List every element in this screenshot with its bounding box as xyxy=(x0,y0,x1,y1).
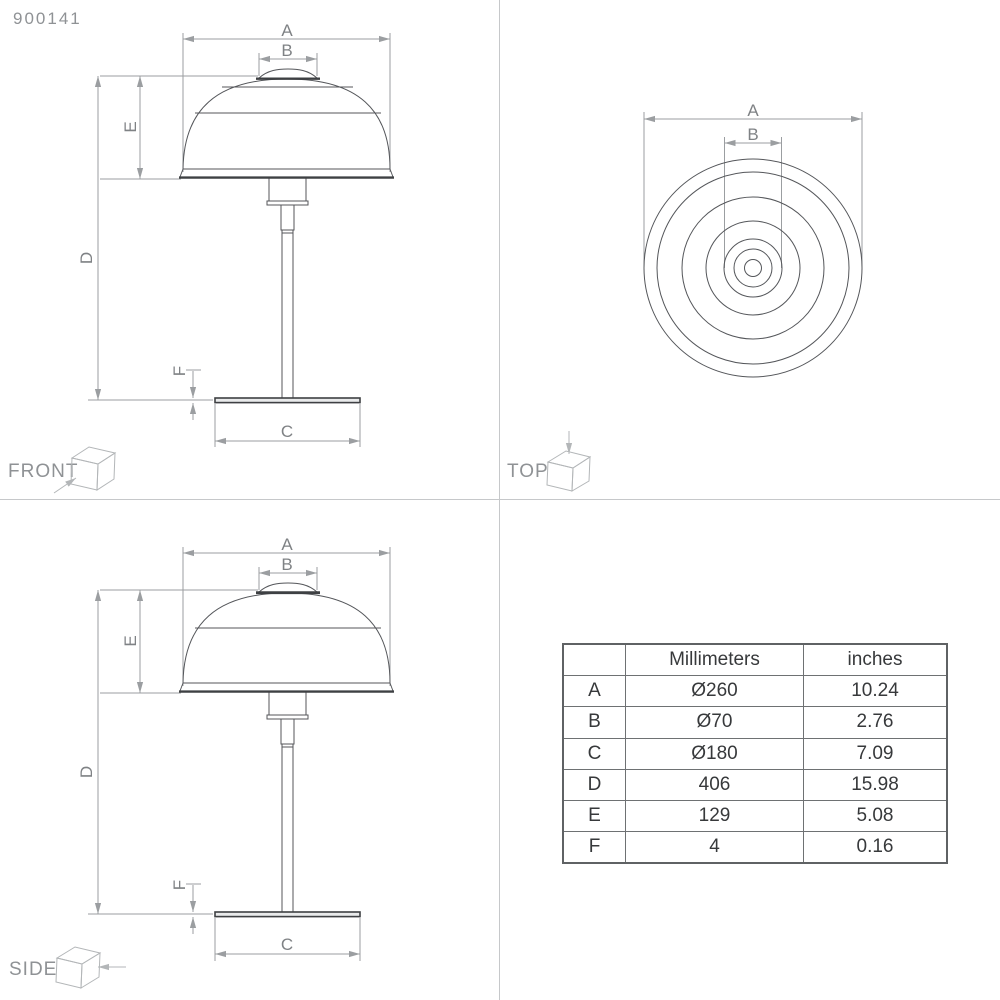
dim-inches: 5.08 xyxy=(804,800,948,831)
table-header-corner xyxy=(563,644,626,676)
table-row xyxy=(563,738,947,769)
dim-mm: Ø260 xyxy=(626,676,804,707)
front-dim-label-e: E xyxy=(121,121,140,133)
dim-inches: 10.24 xyxy=(804,676,948,707)
side-view-cube-icon xyxy=(50,940,135,995)
front-dim-label-d: D xyxy=(77,251,96,265)
top-dim-label-a: A xyxy=(747,101,759,120)
dim-mm: Ø70 xyxy=(626,707,804,738)
front-dim-label-f: F xyxy=(170,365,189,377)
top-cap-circle xyxy=(724,239,782,297)
table-header-row xyxy=(563,644,947,676)
top-dim-b xyxy=(725,137,782,268)
dim-mm: Ø180 xyxy=(626,738,804,769)
side-lamp-shade xyxy=(183,593,390,683)
dim-letter: F xyxy=(563,832,626,864)
front-dim-label-b: B xyxy=(281,41,293,60)
dim-letter: D xyxy=(563,769,626,800)
top-view-cube-icon xyxy=(538,428,608,496)
side-lamp-stem xyxy=(282,744,293,912)
front-dim-label-c: C xyxy=(280,422,294,441)
dim-mm: 406 xyxy=(626,769,804,800)
table-row xyxy=(563,707,947,738)
side-view-label: SIDE xyxy=(9,959,58,980)
front-view-label: FRONT xyxy=(8,461,79,482)
table-header-inches: inches xyxy=(804,644,948,676)
top-center-circle xyxy=(745,260,762,277)
top-dim-label-b: B xyxy=(747,125,759,144)
dim-mm: 129 xyxy=(626,800,804,831)
top-lamp-circles xyxy=(644,159,862,377)
side-dim-d xyxy=(88,590,213,914)
top-view-label: TOP xyxy=(507,461,549,482)
front-dim-label-a: A xyxy=(281,21,293,40)
dimensions-table xyxy=(562,643,948,864)
dim-letter: C xyxy=(563,738,626,769)
dim-inches: 7.09 xyxy=(804,738,948,769)
side-lamp-socket xyxy=(269,692,306,715)
side-dim-label-b: B xyxy=(281,555,293,574)
front-view-cube-icon xyxy=(46,438,126,496)
side-dim-f xyxy=(186,884,201,934)
dim-letter: B xyxy=(563,707,626,738)
dim-mm: 4 xyxy=(626,832,804,864)
dim-inches: 0.16 xyxy=(804,832,948,864)
side-lamp-heavy-lines xyxy=(179,593,394,917)
table-row xyxy=(563,832,947,864)
table-row xyxy=(563,676,947,707)
top-shade-outer-circle xyxy=(644,159,862,377)
side-dim-label-e: E xyxy=(121,635,140,647)
side-dim-label-d: D xyxy=(77,765,96,779)
dim-inches: 15.98 xyxy=(804,769,948,800)
side-lamp-base xyxy=(215,912,360,917)
product-code: 900141 xyxy=(13,9,82,28)
table-header-mm: Millimeters xyxy=(626,644,804,676)
side-dim-label-a: A xyxy=(281,535,293,554)
side-dim-label-c: C xyxy=(280,935,294,954)
side-lamp-cap xyxy=(259,583,317,592)
side-lamp-outline xyxy=(180,583,393,912)
side-dim-label-f: F xyxy=(170,879,189,891)
dim-letter: A xyxy=(563,676,626,707)
dim-letter: E xyxy=(563,800,626,831)
table-row xyxy=(563,769,947,800)
dim-inches: 2.76 xyxy=(804,707,948,738)
table-row xyxy=(563,800,947,831)
